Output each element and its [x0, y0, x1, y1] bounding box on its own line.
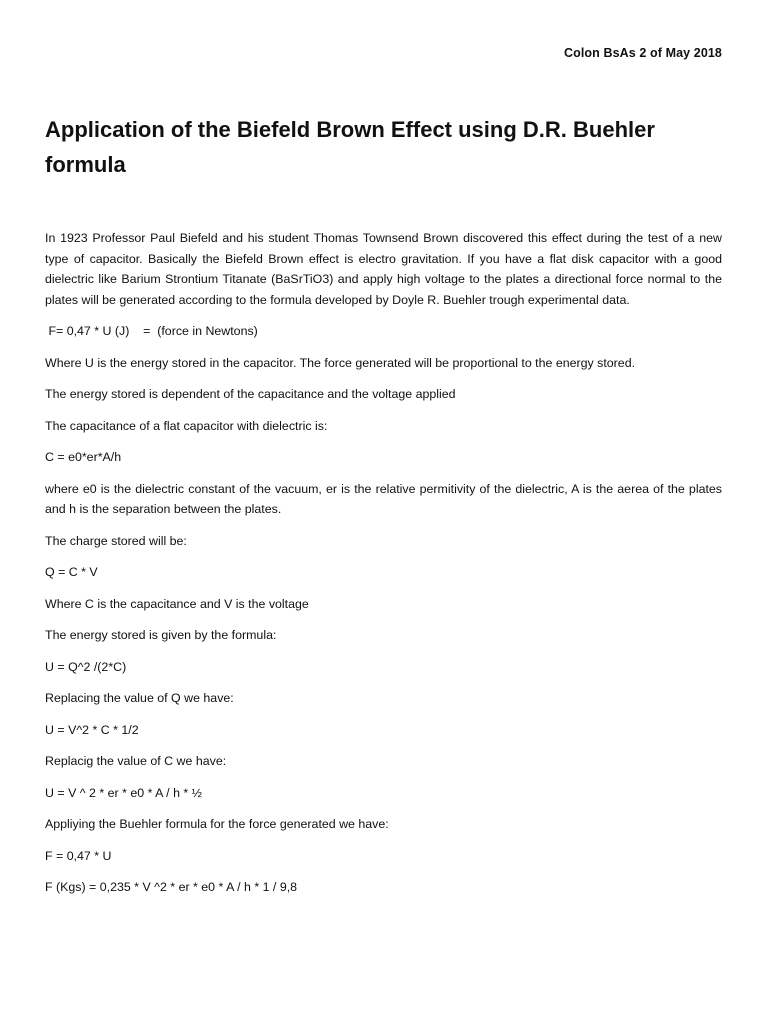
document-body: [45, 228, 722, 909]
document-title: Application of the Biefeld Brown Effect using D.R. Buehler formula: [45, 117, 655, 177]
force-kgs-formula: F (Kgs) = 0,235 * V ^2 * er * e0 * A / h * 1 / 9,8: [45, 880, 298, 894]
energy-dependency-line: The energy stored is dependent of the capacitance and the voltage applied: [45, 387, 456, 401]
intro-paragraph: In 1923 Professor Paul Biefeld and his student Thomas Townsend Brown discovered this effect during the test of a new type of capacitor. Basically the Biefeld Brown effect is electro gravitation. If you have a flat disk capacitor with a good dielectric like Barium Strontium Titanate (BaSrTiO3) and apply high voltage to the plates a directional force normal to the plates will be generated according to the formula developed by Doyle R. Buehler trough experimental data.: [45, 231, 722, 307]
variables-explanation: where e0 is the dielectric constant of the vacuum, er is the relative permitivity of the dielectric, A is the aerea of the plates and h is the separation between the plates.: [45, 481, 722, 516]
force-energy-formula: F = 0,47 * U: [45, 848, 112, 863]
buehler-application-intro: Appliying the Buehler formula for the force generated we have:: [45, 817, 389, 831]
capacitance-intro: The capacitance of a flat capacitor with dielectric is:: [45, 418, 328, 433]
energy-formula-intro: The energy stored is given by the formula:: [45, 628, 277, 642]
charge-formula: Q = C * V: [45, 565, 98, 579]
force-formula-line: F= 0,47 * U (J) = (force in Newtons): [45, 324, 258, 338]
charge-variables: Where C is the capacitance and V is the voltage: [45, 596, 309, 611]
capacitance-formula: C = e0*er*A/h: [45, 450, 122, 464]
energy-formula: U = Q^2 /(2*C): [45, 659, 127, 674]
energy-description: Where U is the energy stored in the capacitor. The force generated will be proportional to the energy stored.: [45, 355, 636, 370]
replace-q-intro: Replacing the value of Q we have:: [45, 691, 234, 705]
date-line: Colon BsAs 2 of May 2018: [563, 46, 722, 60]
expanded-energy-formula: U = V ^ 2 * er * e0 * A / h * ½: [45, 785, 202, 800]
replace-c-intro: Replacig the value of C we have:: [45, 754, 227, 768]
energy-with-voltage-formula: U = V^2 * C * 1/2: [45, 722, 139, 737]
charge-intro: The charge stored will be:: [45, 533, 187, 548]
